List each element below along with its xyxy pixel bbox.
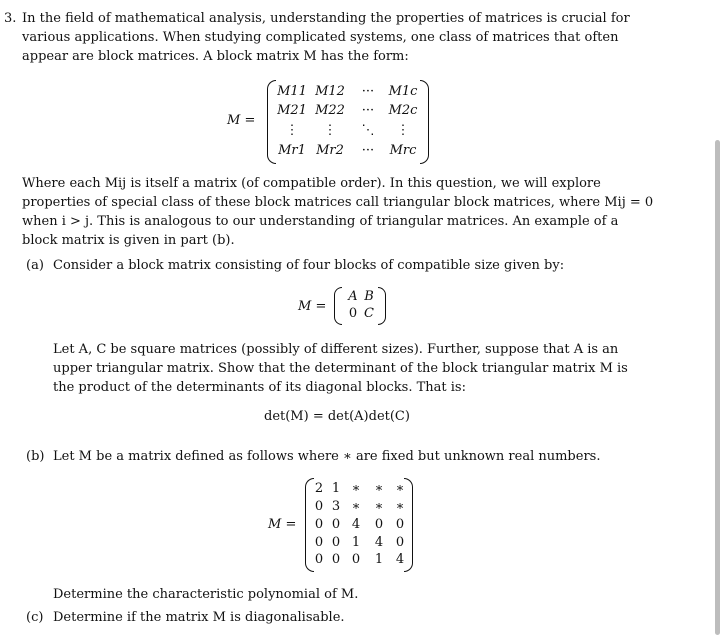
matrix-cell: M11 (277, 84, 307, 99)
part-a-matrix-label: M = (298, 299, 327, 314)
matrix-cell: ⋮ (323, 123, 337, 138)
explain-line-1: Where each Mij is itself a matrix (of compatible order). In this question, we will explore (22, 176, 601, 191)
matrix-cell: B (364, 289, 374, 304)
vertical-scrollbar[interactable] (715, 140, 720, 635)
matrix-cell: C (364, 306, 374, 321)
matrix-cell: ∗ (374, 499, 384, 514)
matrix-cell: 0 (314, 535, 324, 550)
matrix-cell: 1 (351, 535, 361, 550)
question-number: 3. (4, 11, 17, 26)
part-b-label: (b) (26, 449, 45, 464)
part-b-task: Determine the characteristic polynomial of M. (53, 587, 359, 602)
matrix-cell: 0 (395, 535, 405, 550)
part-a-body-line-3: the product of the determinants of its diagonal blocks. That is: (53, 380, 466, 395)
matrix-cell: ··· (361, 84, 375, 99)
matrix-cell: ··· (361, 143, 375, 158)
matrix-cell: 3 (331, 499, 341, 514)
intro-paragraph (22, 9, 630, 66)
intro-line-1: In the field of mathematical analysis, understanding the properties of matrices is crucial for (22, 11, 630, 26)
part-a-text: Consider a block matrix consisting of four blocks of compatible size given by: (53, 258, 565, 273)
part-a-body-line-2: upper triangular matrix. Show that the determinant of the block triangular matrix M is (53, 361, 628, 376)
matrix-cell: 0 (314, 552, 324, 567)
matrix-cell: A (348, 289, 358, 304)
determinant-equation: det(M) = det(A)det(C) (264, 409, 410, 424)
matrix-cell: Mrc (389, 143, 417, 158)
matrix-cell: 2 (314, 481, 324, 496)
matrix-cell: ··· (361, 103, 375, 118)
matrix-cell: M2c (388, 103, 418, 118)
part-a-matrix (334, 287, 386, 323)
matrix-cell: 0 (314, 499, 324, 514)
matrix-cell: 0 (331, 535, 341, 550)
matrix-cell: 0 (374, 517, 384, 532)
intro-line-2: various applications. When studying complicated systems, one class of matrices that often (22, 30, 619, 45)
matrix-cell: 0 (395, 517, 405, 532)
explain-paragraph (22, 174, 653, 250)
part-c-text: Determine if the matrix M is diagonalisable. (53, 610, 345, 625)
matrix-cell: 0 (348, 306, 358, 321)
part-b-matrix (305, 478, 413, 570)
matrix-cell: 0 (331, 517, 341, 532)
matrix-cell: ∗ (374, 481, 384, 496)
matrix-cell: 4 (374, 535, 384, 550)
part-a-label: (a) (26, 258, 44, 273)
matrix-cell: 0 (331, 552, 341, 567)
matrix-cell: ∗ (351, 481, 361, 496)
matrix-cell: ⋮ (285, 123, 299, 138)
right-paren (378, 287, 386, 325)
part-b-text: Let M be a matrix defined as follows where ∗ are fixed but unknown real numbers. (53, 449, 601, 464)
matrix-cell: Mr1 (278, 143, 306, 158)
matrix-cell: 0 (351, 552, 361, 567)
explain-line-4: block matrix is given in part (b). (22, 233, 235, 248)
matrix-cell: 4 (351, 517, 361, 532)
block-matrix (267, 80, 429, 162)
matrix-cell: ⋱ (361, 123, 375, 138)
part-b-matrix-label: M = (268, 517, 297, 532)
explain-line-2: properties of special class of these block matrices call triangular block matrices, where Mij = 0 (22, 195, 654, 210)
matrix-cell: 1 (331, 481, 341, 496)
left-paren (334, 287, 342, 325)
intro-line-3: appear are block matrices. A block matrix M has the form: (22, 49, 409, 64)
part-c-label: (c) (26, 610, 44, 625)
matrix-cell: M22 (315, 103, 345, 118)
matrix-cell: 1 (374, 552, 384, 567)
part-a-body-line-1: Let A, C be square matrices (possibly of different sizes). Further, suppose that A is an (53, 342, 619, 357)
matrix-cell: ∗ (351, 499, 361, 514)
block-matrix-label: M = (227, 113, 256, 128)
part-a-body (53, 340, 628, 397)
matrix-cell: ∗ (395, 481, 405, 496)
matrix-cell: Mr2 (316, 143, 344, 158)
matrix-cell: ⋮ (396, 123, 410, 138)
matrix-cell: M1c (388, 84, 418, 99)
matrix-cell: ∗ (395, 499, 405, 514)
right-paren (420, 80, 429, 164)
matrix-cell: M21 (277, 103, 307, 118)
matrix-cell: M12 (315, 84, 345, 99)
matrix-cell: 4 (395, 552, 405, 567)
matrix-cell: 0 (314, 517, 324, 532)
explain-line-3: when i > j. This is analogous to our understanding of triangular matrices. An example of a (22, 214, 619, 229)
